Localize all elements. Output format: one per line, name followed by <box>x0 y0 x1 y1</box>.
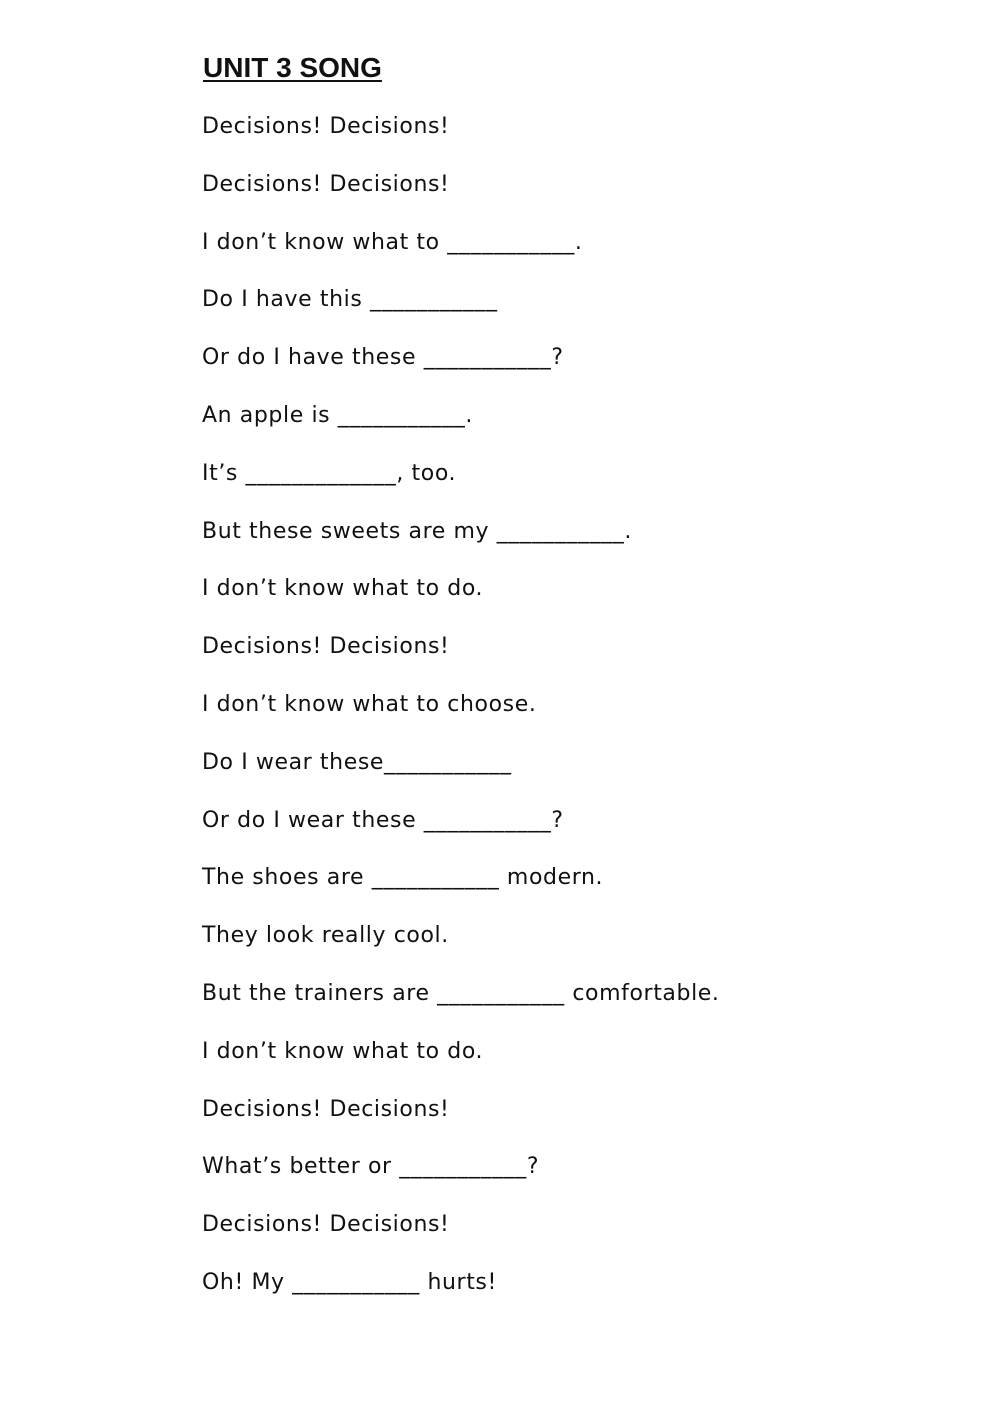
lyric-line: I don’t know what to choose. <box>202 691 537 717</box>
lyric-line: Decisions! Decisions! <box>202 1212 450 1238</box>
lyric-line: Or do I wear these ___________? <box>202 807 564 833</box>
song-lyrics <box>202 110 720 1324</box>
lyric-line: They look really cool. <box>202 923 449 949</box>
lyric-line: Or do I have these ___________? <box>202 345 564 371</box>
lyric-line: Decisions! Decisions! <box>202 1096 450 1122</box>
lyric-line: What’s better or ___________? <box>202 1154 540 1180</box>
lyric-line: Oh! My ___________ hurts! <box>202 1269 497 1295</box>
lyric-line: The shoes are ___________ modern. <box>202 865 604 891</box>
lyric-line: I don’t know what to do. <box>202 1038 484 1064</box>
lyric-line: I don’t know what to ___________. <box>202 229 583 255</box>
lyric-line: I don’t know what to do. <box>202 576 484 602</box>
lyric-line: Decisions! Decisions! <box>202 634 450 660</box>
lyric-line: Do I wear these___________ <box>202 749 512 775</box>
lyric-line: But the trainers are ___________ comfortable. <box>202 980 720 1006</box>
lyric-line: An apple is ___________. <box>202 402 473 428</box>
worksheet-title: UNIT 3 SONG <box>203 52 382 83</box>
lyric-line: Decisions! Decisions! <box>202 171 450 197</box>
lyric-line: It’s _____________, too. <box>202 460 457 486</box>
lyric-line: Decisions! Decisions! <box>202 114 450 139</box>
lyric-line: Do I have this ___________ <box>202 287 498 313</box>
lyric-line: But these sweets are my ___________. <box>202 518 632 544</box>
